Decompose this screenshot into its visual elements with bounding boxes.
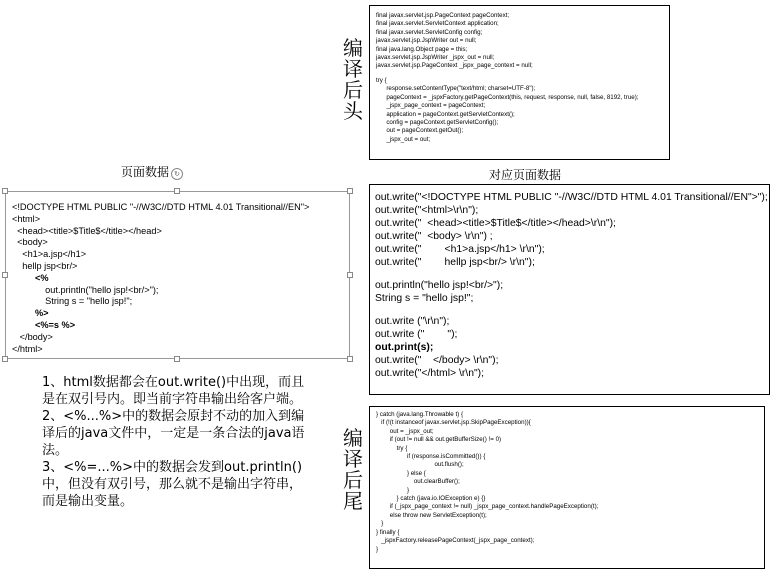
footer-code-line: else throw new ServletException(t); bbox=[376, 511, 487, 519]
notes bbox=[42, 374, 312, 510]
compiled-footer-code bbox=[376, 411, 764, 554]
resize-handle-bottom-left[interactable] bbox=[2, 356, 8, 362]
jsp-code-line: <%=s %> bbox=[12, 319, 76, 330]
footer-code-line: out.flush(); bbox=[376, 461, 464, 469]
out-code-line: out.write(" <h1>a.jsp</h1> \r\n"); bbox=[375, 243, 545, 255]
jsp-code-line: </body> bbox=[12, 331, 53, 342]
footer-code-line: } catch (java.io.IOException e) {} bbox=[376, 495, 486, 503]
header-code-line: javax.servlet.jsp.PageContext _jspx_page_context = null; bbox=[376, 62, 533, 70]
header-code-line: try { bbox=[376, 77, 387, 85]
jsp-code-line: <!DOCTYPE HTML PUBLIC "-//W3C//DTD HTML 4.01 Transitional//EN"> bbox=[12, 202, 310, 212]
out-code-line: out.write(" </body> \r\n"); bbox=[375, 354, 499, 366]
corresponding-page-data-label: 对应页面数据 bbox=[489, 168, 562, 182]
out-code-line: out.print(s); bbox=[375, 341, 434, 353]
footer-code-line: _jspxFactory.releasePageContext(_jspx_page_context); bbox=[376, 537, 535, 545]
compiled-footer-code-box bbox=[369, 406, 765, 569]
out-code-line: out.write(" <body> \r\n") ; bbox=[375, 230, 493, 242]
footer-code-line: } bbox=[376, 545, 379, 553]
out-code-line: out.write (" "); bbox=[375, 328, 458, 340]
footer-code-line: } bbox=[376, 520, 384, 528]
header-code-line: final javax.servlet.ServletContext application; bbox=[376, 20, 499, 28]
footer-code-line: if (!(t instanceof javax.servlet.jsp.SkipPageException)){ bbox=[376, 419, 531, 427]
header-code-line: response.setContentType("text/html; charset=UTF-8"); bbox=[376, 85, 536, 93]
jsp-code-line: out.println("hello jsp!<br/>"); bbox=[12, 284, 159, 295]
footer-code-line: if (out != null && out.getBufferSize() != 0) bbox=[376, 436, 502, 444]
footer-code-line: } else { bbox=[376, 469, 426, 477]
resize-handle-middle-right[interactable] bbox=[347, 272, 353, 278]
out-code-line: out.write("</html> \r\n"); bbox=[375, 367, 485, 379]
jsp-code-line: <% bbox=[12, 272, 49, 283]
page-data-label: 页面数据 bbox=[121, 165, 170, 179]
jsp-code-line: </html> bbox=[12, 343, 43, 354]
jsp-code bbox=[12, 202, 309, 355]
out-code-line: out.write("<html>\r\n"); bbox=[375, 204, 479, 216]
jsp-code-line: <body> bbox=[12, 237, 48, 248]
compiled-header-label: 编译后头 bbox=[343, 36, 363, 123]
footer-code-line: } finally { bbox=[376, 528, 400, 536]
compiled-header-code bbox=[376, 12, 669, 144]
resize-handle-bottom-right[interactable] bbox=[347, 356, 353, 362]
out-write-code bbox=[375, 192, 769, 381]
out-code-line: out.println("hello jsp!<br/>"); bbox=[375, 279, 504, 291]
header-code-line: javax.servlet.jsp.JspWriter _jspx_out = null; bbox=[376, 54, 495, 62]
header-code-line: config = pageContext.getServletConfig(); bbox=[376, 119, 499, 127]
resize-handle-bottom-middle[interactable] bbox=[174, 356, 180, 362]
note-1: 1、html数据都会在out.write()中出现，而且是在双引号内。即当前字符串输出给客户端。 bbox=[42, 375, 305, 407]
note-2: 2、<%...%>中的数据会原封不动的加入到编译后的java文件中，一定是一条合法的java语法。 bbox=[42, 409, 305, 458]
footer-code-line: if (_jspx_page_context != null) _jspx_page_context.handlePageException(t); bbox=[376, 503, 599, 511]
jsp-code-line: hellp jsp<br/> bbox=[12, 260, 78, 271]
header-code-line: final javax.servlet.jsp.PageContext pageContext; bbox=[376, 12, 510, 19]
out-code-line: out.write(" hellp jsp<br/> \r\n"); bbox=[375, 256, 535, 268]
compiled-header-code-box bbox=[369, 5, 670, 160]
out-code-line: out.write("<!DOCTYPE HTML PUBLIC "-//W3C//DTD HTML 4.01 Transitional//EN">"); bbox=[375, 192, 768, 203]
resize-handle-middle-left[interactable] bbox=[2, 272, 8, 278]
jsp-code-line: <h1>a.jsp</h1> bbox=[12, 249, 87, 260]
jsp-code-line: %> bbox=[12, 308, 49, 319]
footer-code-line: try { bbox=[376, 444, 408, 452]
compiled-footer-label: 编译后尾 bbox=[343, 426, 363, 513]
header-code-line: _jspx_page_context = pageContext; bbox=[376, 102, 486, 110]
resize-handle-top-middle[interactable] bbox=[174, 188, 180, 194]
header-code-line: javax.servlet.jsp.JspWriter out = null; bbox=[376, 37, 477, 45]
header-code-line: pageContext = _jspxFactory.getPageContext(this, request, response, null, false, 8192, true); bbox=[376, 93, 639, 101]
footer-code-line: out = _jspx_out; bbox=[376, 427, 434, 435]
out-write-code-box bbox=[369, 184, 770, 395]
out-code-line: String s = "hello jsp!"; bbox=[375, 292, 474, 304]
header-code-line: final java.lang.Object page = this; bbox=[376, 45, 468, 53]
out-code-line: out.write(" <head><title>$Title$</title></head>\r\n"); bbox=[375, 217, 616, 229]
jsp-code-line: <head><title>$Title$</title></head> bbox=[12, 225, 162, 236]
jsp-code-line: String s = "hello jsp!"; bbox=[12, 296, 133, 307]
footer-code-line: } catch (java.lang.Throwable t) { bbox=[376, 411, 464, 418]
out-code-line bbox=[375, 269, 769, 279]
out-code-line bbox=[375, 306, 769, 316]
footer-code-line: if (response.isCommitted()) { bbox=[376, 453, 486, 461]
footer-code-line: } bbox=[376, 486, 410, 494]
header-code-line: out = pageContext.getOut(); bbox=[376, 127, 464, 135]
jsp-code-line: <html> bbox=[12, 213, 41, 224]
jsp-code-box[interactable] bbox=[5, 191, 350, 359]
footer-code-line: out.clearBuffer(); bbox=[376, 478, 460, 486]
resize-handle-top-left[interactable] bbox=[2, 188, 8, 194]
header-code-line: _jspx_out = out; bbox=[376, 135, 431, 143]
note-3: 3、<%=...%>中的数据会发到out.println()中，但没有双引号，那么就不是输出字符串，而是输出变量。 bbox=[42, 460, 303, 509]
header-code-line: application = pageContext.getServletContext(); bbox=[376, 110, 515, 118]
out-code-line: out.write ("\r\n"); bbox=[375, 316, 450, 328]
rotate-handle-icon[interactable]: ↻ bbox=[171, 168, 183, 180]
header-code-line: final javax.servlet.ServletConfig config; bbox=[376, 28, 483, 36]
resize-handle-top-right[interactable] bbox=[347, 188, 353, 194]
